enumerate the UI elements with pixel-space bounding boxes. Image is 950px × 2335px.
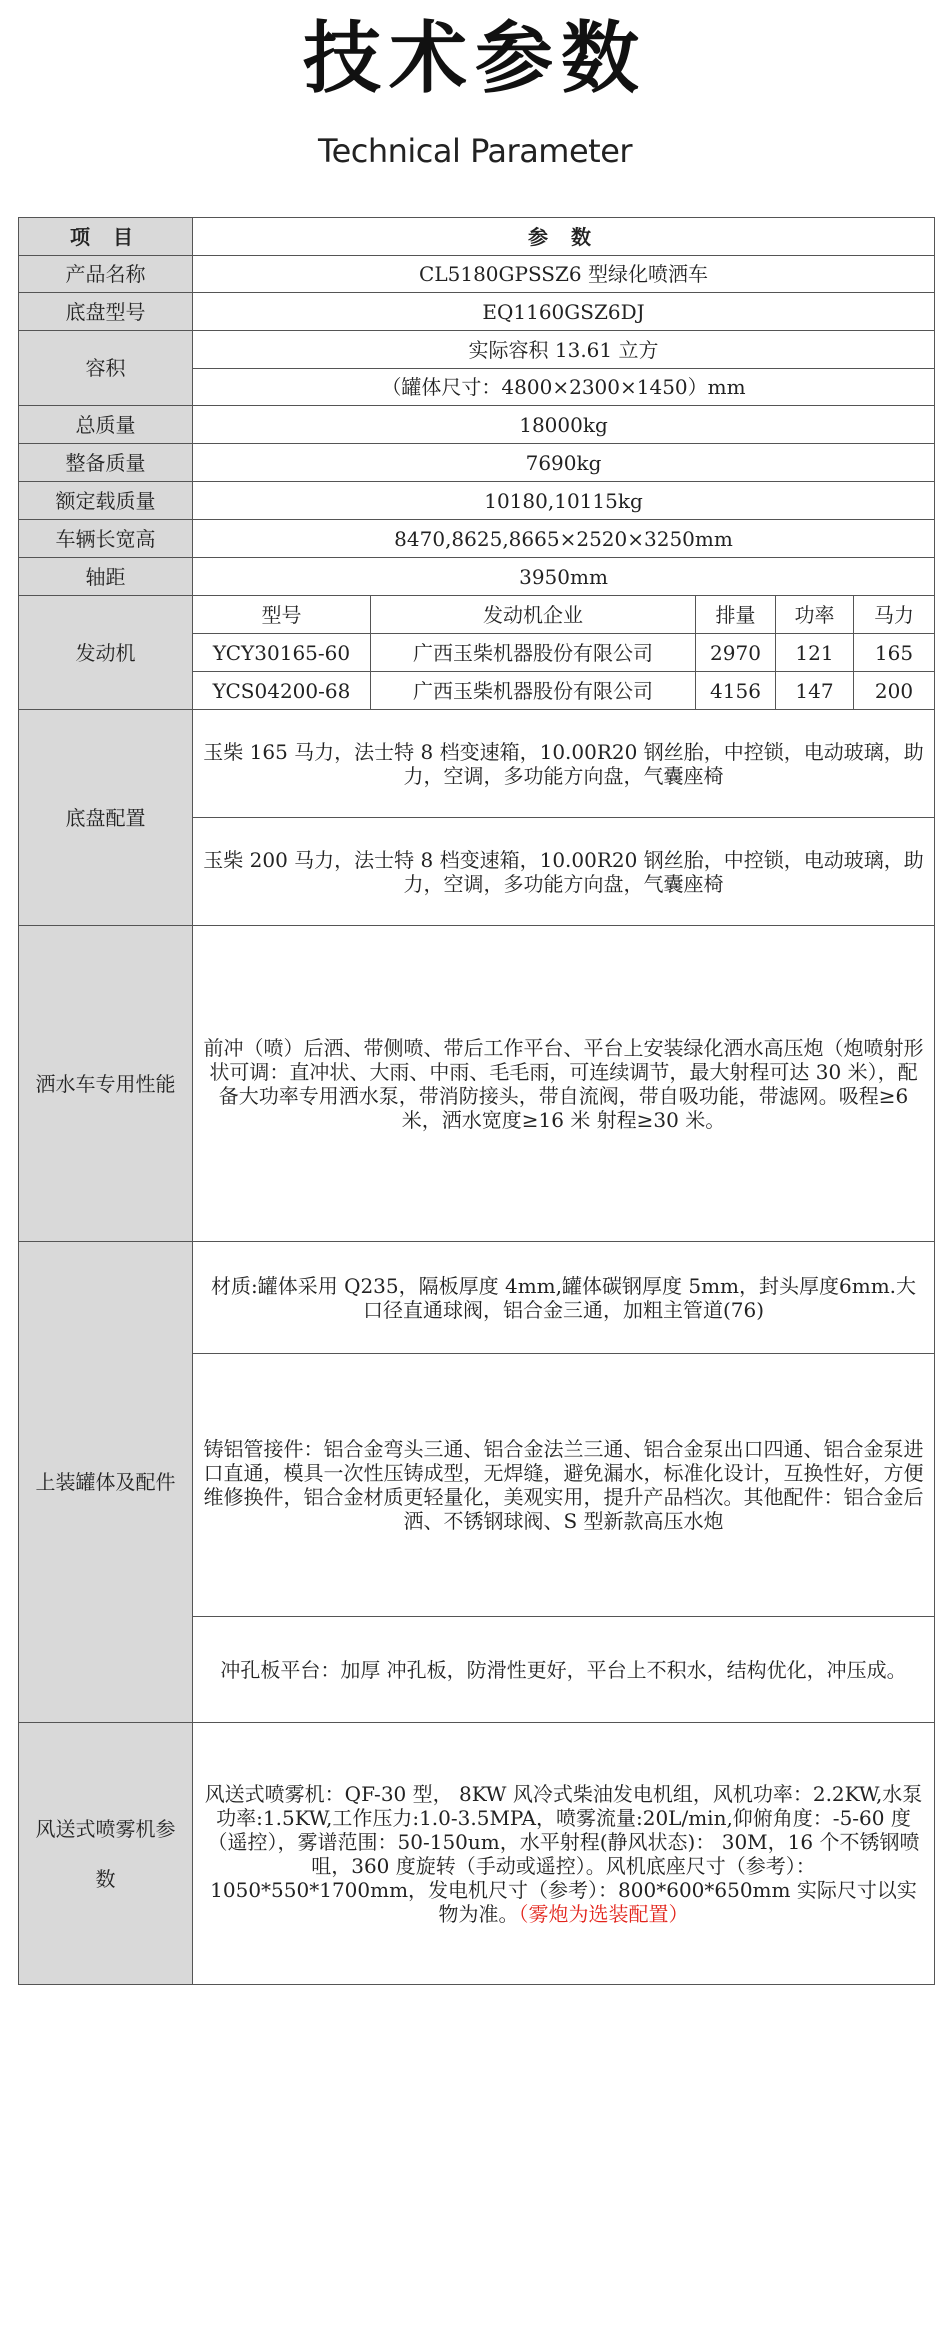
table-row xyxy=(19,558,935,596)
table-row xyxy=(19,293,935,331)
row-value: EQ1160GSZ6DJ xyxy=(193,293,935,331)
row-label: 整备质量 xyxy=(19,444,193,482)
table-row xyxy=(19,482,935,520)
row-label: 总质量 xyxy=(19,406,193,444)
table-row xyxy=(19,1242,935,1354)
row-label: 上装罐体及配件 xyxy=(19,1242,193,1723)
row-value: 8470,8625,8665×2520×3250mm xyxy=(193,520,935,558)
engine-cell: 121 xyxy=(776,634,854,672)
row-paragraph: 玉柴 165 马力，法士特 8 档变速箱，10.00R20 钢丝胎，中控锁，电动玻璃，助力，空调，多功能方向盘，气囊座椅 xyxy=(193,710,935,818)
row-paragraph xyxy=(193,1723,935,1985)
row-value: 实际容积 13.61 立方 xyxy=(193,331,935,369)
row-value: 18000kg xyxy=(193,406,935,444)
engine-cell: 147 xyxy=(776,672,854,710)
engine-col-header: 发动机企业 xyxy=(371,596,696,634)
row-label: 风送式喷雾机参数 xyxy=(19,1723,193,1985)
header-item: 项 目 xyxy=(19,218,193,256)
row-paragraph: 玉柴 200 马力，法士特 8 档变速箱，10.00R20 钢丝胎，中控锁，电动玻璃，助力，空调，多功能方向盘，气囊座椅 xyxy=(193,818,935,926)
engine-col-header: 型号 xyxy=(193,596,371,634)
table-row xyxy=(19,1723,935,1985)
table-row xyxy=(19,444,935,482)
engine-cell: 广西玉柴机器股份有限公司 xyxy=(371,634,696,672)
engine-col-header: 马力 xyxy=(854,596,935,634)
row-value: 10180,10115kg xyxy=(193,482,935,520)
row-label: 轴距 xyxy=(19,558,193,596)
row-paragraph: 冲孔板平台：加厚 冲孔板，防滑性更好，平台上不积水，结构优化，冲压成。 xyxy=(193,1617,935,1723)
engine-cell: YCY30165-60 xyxy=(193,634,371,672)
table-row xyxy=(19,926,935,1242)
engine-header-row xyxy=(19,596,935,634)
table-header-row xyxy=(19,218,935,256)
table-row xyxy=(19,710,935,818)
table-row xyxy=(19,331,935,369)
spec-table xyxy=(18,217,935,1985)
row-label: 发动机 xyxy=(19,596,193,710)
mist-text: 风送式喷雾机：QF-30 型， 8KW 风冷式柴油发电机组，风机功率：2.2KW,水泵功率:1.5KW,工作压力:1.0-3.5MPA，喷雾流量:20L/min,仰俯角度：-5-60 度（遥控），雾谱范围：50-150um，水平射程(静风状态)： 30M，16 个不锈钢喷咀，360 度旋转（手动或遥控）。风机底座尺寸（参考）：1050*550*1700mm，发电机尺寸（参考）：800*600*650mm 实际尺寸以实物为准。 xyxy=(204,1781,923,1926)
page-header xyxy=(0,0,950,190)
row-value: CL5180GPSSZ6 型绿化喷洒车 xyxy=(193,256,935,293)
row-paragraph: 材质:罐体采用 Q235，隔板厚度 4mm,罐体碳钢厚度 5mm，封头厚度6mm.大口径直通球阀，铝合金三通，加粗主管道(76) xyxy=(193,1242,935,1354)
page-subtitle: Technical Parameter xyxy=(317,132,633,170)
row-label: 额定载质量 xyxy=(19,482,193,520)
row-label: 底盘配置 xyxy=(19,710,193,926)
engine-cell: 2970 xyxy=(696,634,776,672)
table-row xyxy=(19,520,935,558)
engine-cell: 165 xyxy=(854,634,935,672)
engine-cell: 4156 xyxy=(696,672,776,710)
page-title: 技术参数 xyxy=(302,14,647,104)
table-row xyxy=(19,406,935,444)
row-paragraph: 铸铝管接件：铝合金弯头三通、铝合金法兰三通、铝合金泵出口四通、铝合金泵进口直通，模具一次性压铸成型，无焊缝，避免漏水，标准化设计，互换性好，方便维修换件，铝合金材质更轻量化，美观实用，提升产品档次。其他配件：铝合金后洒、不锈钢球阀、S 型新款高压水炮 xyxy=(193,1354,935,1617)
optional-note: （雾炮为选装配置） xyxy=(518,1901,689,1926)
engine-cell: YCS04200-68 xyxy=(193,672,371,710)
engine-cell: 200 xyxy=(854,672,935,710)
engine-col-header: 功率 xyxy=(776,596,854,634)
row-label: 容积 xyxy=(19,331,193,406)
engine-cell: 广西玉柴机器股份有限公司 xyxy=(371,672,696,710)
engine-col-header: 排量 xyxy=(696,596,776,634)
row-label: 车辆长宽高 xyxy=(19,520,193,558)
row-label: 洒水车专用性能 xyxy=(19,926,193,1242)
header-param: 参 数 xyxy=(193,218,935,256)
row-label: 产品名称 xyxy=(19,256,193,293)
row-value: （罐体尺寸：4800×2300×1450）mm xyxy=(193,369,935,406)
table-row xyxy=(19,256,935,293)
row-label: 底盘型号 xyxy=(19,293,193,331)
row-paragraph: 前冲（喷）后洒、带侧喷、带后工作平台、平台上安装绿化洒水高压炮（炮喷射形状可调：直冲状、大雨、中雨、毛毛雨，可连续调节，最大射程可达 30 米），配备大功率专用洒水泵，带消防接头，带自流阀，带自吸功能，带滤网。吸程≥6 米，洒水宽度≥16 米 射程≥30 米。 xyxy=(193,926,935,1242)
row-value: 3950mm xyxy=(193,558,935,596)
row-value: 7690kg xyxy=(193,444,935,482)
